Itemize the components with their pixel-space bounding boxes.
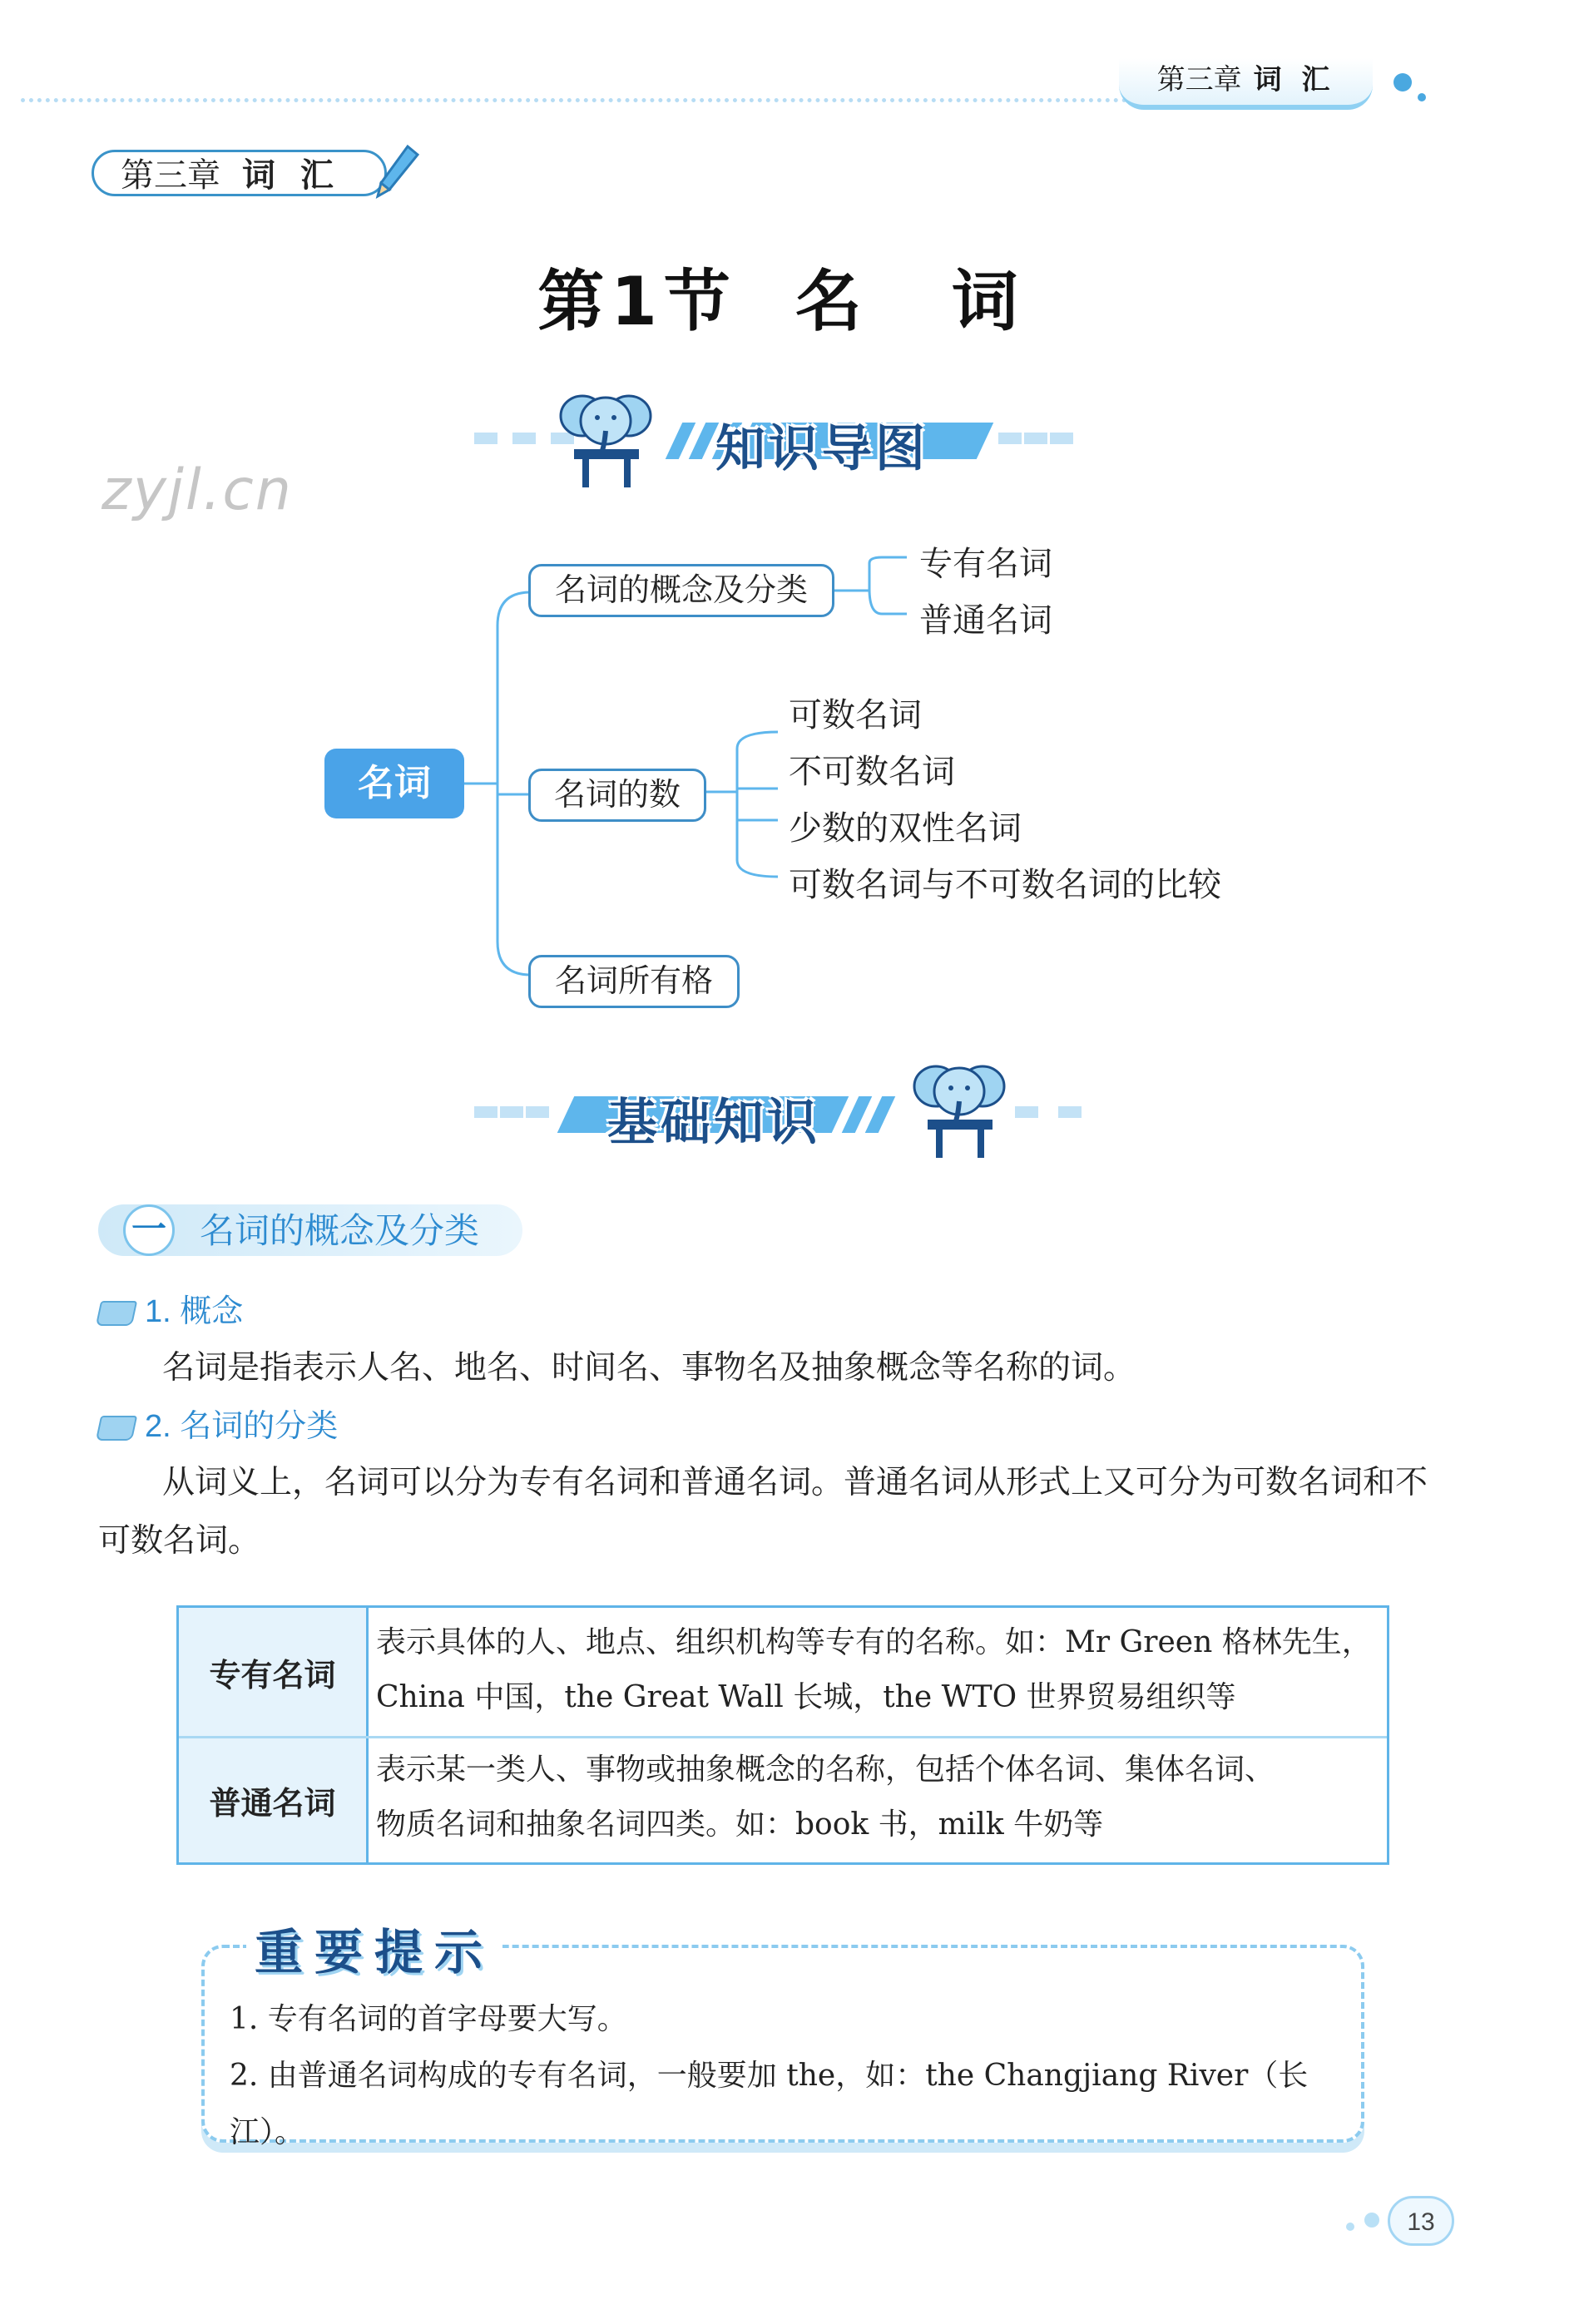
mindmap-root: 名词 (324, 749, 464, 818)
table-desc-line: China 中国，the Great Wall 长城，the WTO 世界贸易组织等 (376, 1680, 1236, 1714)
table-desc-line: 表示具体的人、地点、组织机构等专有的名称。如：Mr Green 格林先生， (376, 1625, 1372, 1659)
subheading-text: 2. 名词的分类 (145, 1409, 339, 1444)
book-icon (96, 1301, 137, 1326)
classification-text-line1: 从词义上，名词可以分为专有名词和普通名词。普通名词从形式上又可分为可数名词和不 (162, 1464, 1428, 1501)
table-desc-line: 表示某一类人、事物或抽象概念的名称，包括个体名词、集体名词、 (376, 1753, 1275, 1787)
mindmap-branch-possessive: 名词所有格 (528, 955, 740, 1008)
table-row (179, 1738, 1387, 1862)
page-number: 13 (1388, 2196, 1454, 2246)
tip-item: 2. 由普通名词构成的专有名词，一般要加 the，如：the Changjiang River（长江）。 (230, 2059, 1309, 2149)
noun-types-table (176, 1605, 1389, 1865)
banner-title: 基础知识 (607, 1094, 820, 1152)
banner-dash (1015, 1106, 1082, 1130)
table-desc-line: 物质名词和抽象名词四类。如：book 书，milk 牛奶等 (376, 1807, 1104, 1842)
tip-item: 1. 专有名词的首字母要大写。 (230, 2002, 627, 2036)
elephant-mascot-icon (903, 1055, 1011, 1163)
subheading-text: 1. 概念 (145, 1294, 244, 1329)
mindmap-leaf: 普通名词 (919, 601, 1052, 640)
mindmap-leaf: 可数名词与不可数名词的比较 (789, 866, 1221, 904)
section-name: 名 词 (794, 263, 1052, 340)
table-term: 普通名词 (179, 1738, 369, 1862)
mindmap-branch-concept: 名词的概念及分类 (528, 564, 834, 617)
part-number: 一 (123, 1204, 175, 1256)
subheading-concept (98, 1291, 243, 1333)
tips-title: 重要提示 (246, 1913, 502, 1983)
banner-basics (474, 1081, 1090, 1150)
watermark: zyjl.cn (101, 457, 293, 523)
running-head-chapter: 第三章 (1156, 64, 1242, 96)
classification-text-line2: 可数名词。 (98, 1522, 261, 1560)
mindmap-leaf: 专有名词 (919, 545, 1052, 583)
mindmap-leaf: 少数的双性名词 (789, 809, 1022, 848)
decor-dot (1364, 2213, 1379, 2228)
running-head-title: 词 汇 (1253, 63, 1335, 96)
mindmap-leaf: 可数名词 (789, 696, 922, 734)
table-row (179, 1608, 1387, 1736)
part-title: 名词的概念及分类 (200, 1211, 480, 1250)
section-number: 第1节 (537, 263, 737, 340)
chapter-label-title: 词 汇 (242, 156, 340, 195)
mindmap-leaf: 不可数名词 (789, 753, 955, 791)
banner-stripe (865, 1096, 896, 1133)
banner-dash (474, 1106, 549, 1130)
chapter-label-number: 第三章 (121, 157, 220, 194)
subheading-classification (98, 1406, 338, 1447)
mindmap-branch-number: 名词的数 (528, 769, 706, 822)
banner-title: 知识导图 (715, 420, 928, 478)
book-icon (96, 1416, 137, 1441)
concept-text: 名词是指表示人名、地名、时间名、事物名及抽象概念等名称的词。 (162, 1349, 1136, 1387)
table-term: 专有名词 (179, 1608, 369, 1736)
decor-dot (1346, 2223, 1354, 2231)
